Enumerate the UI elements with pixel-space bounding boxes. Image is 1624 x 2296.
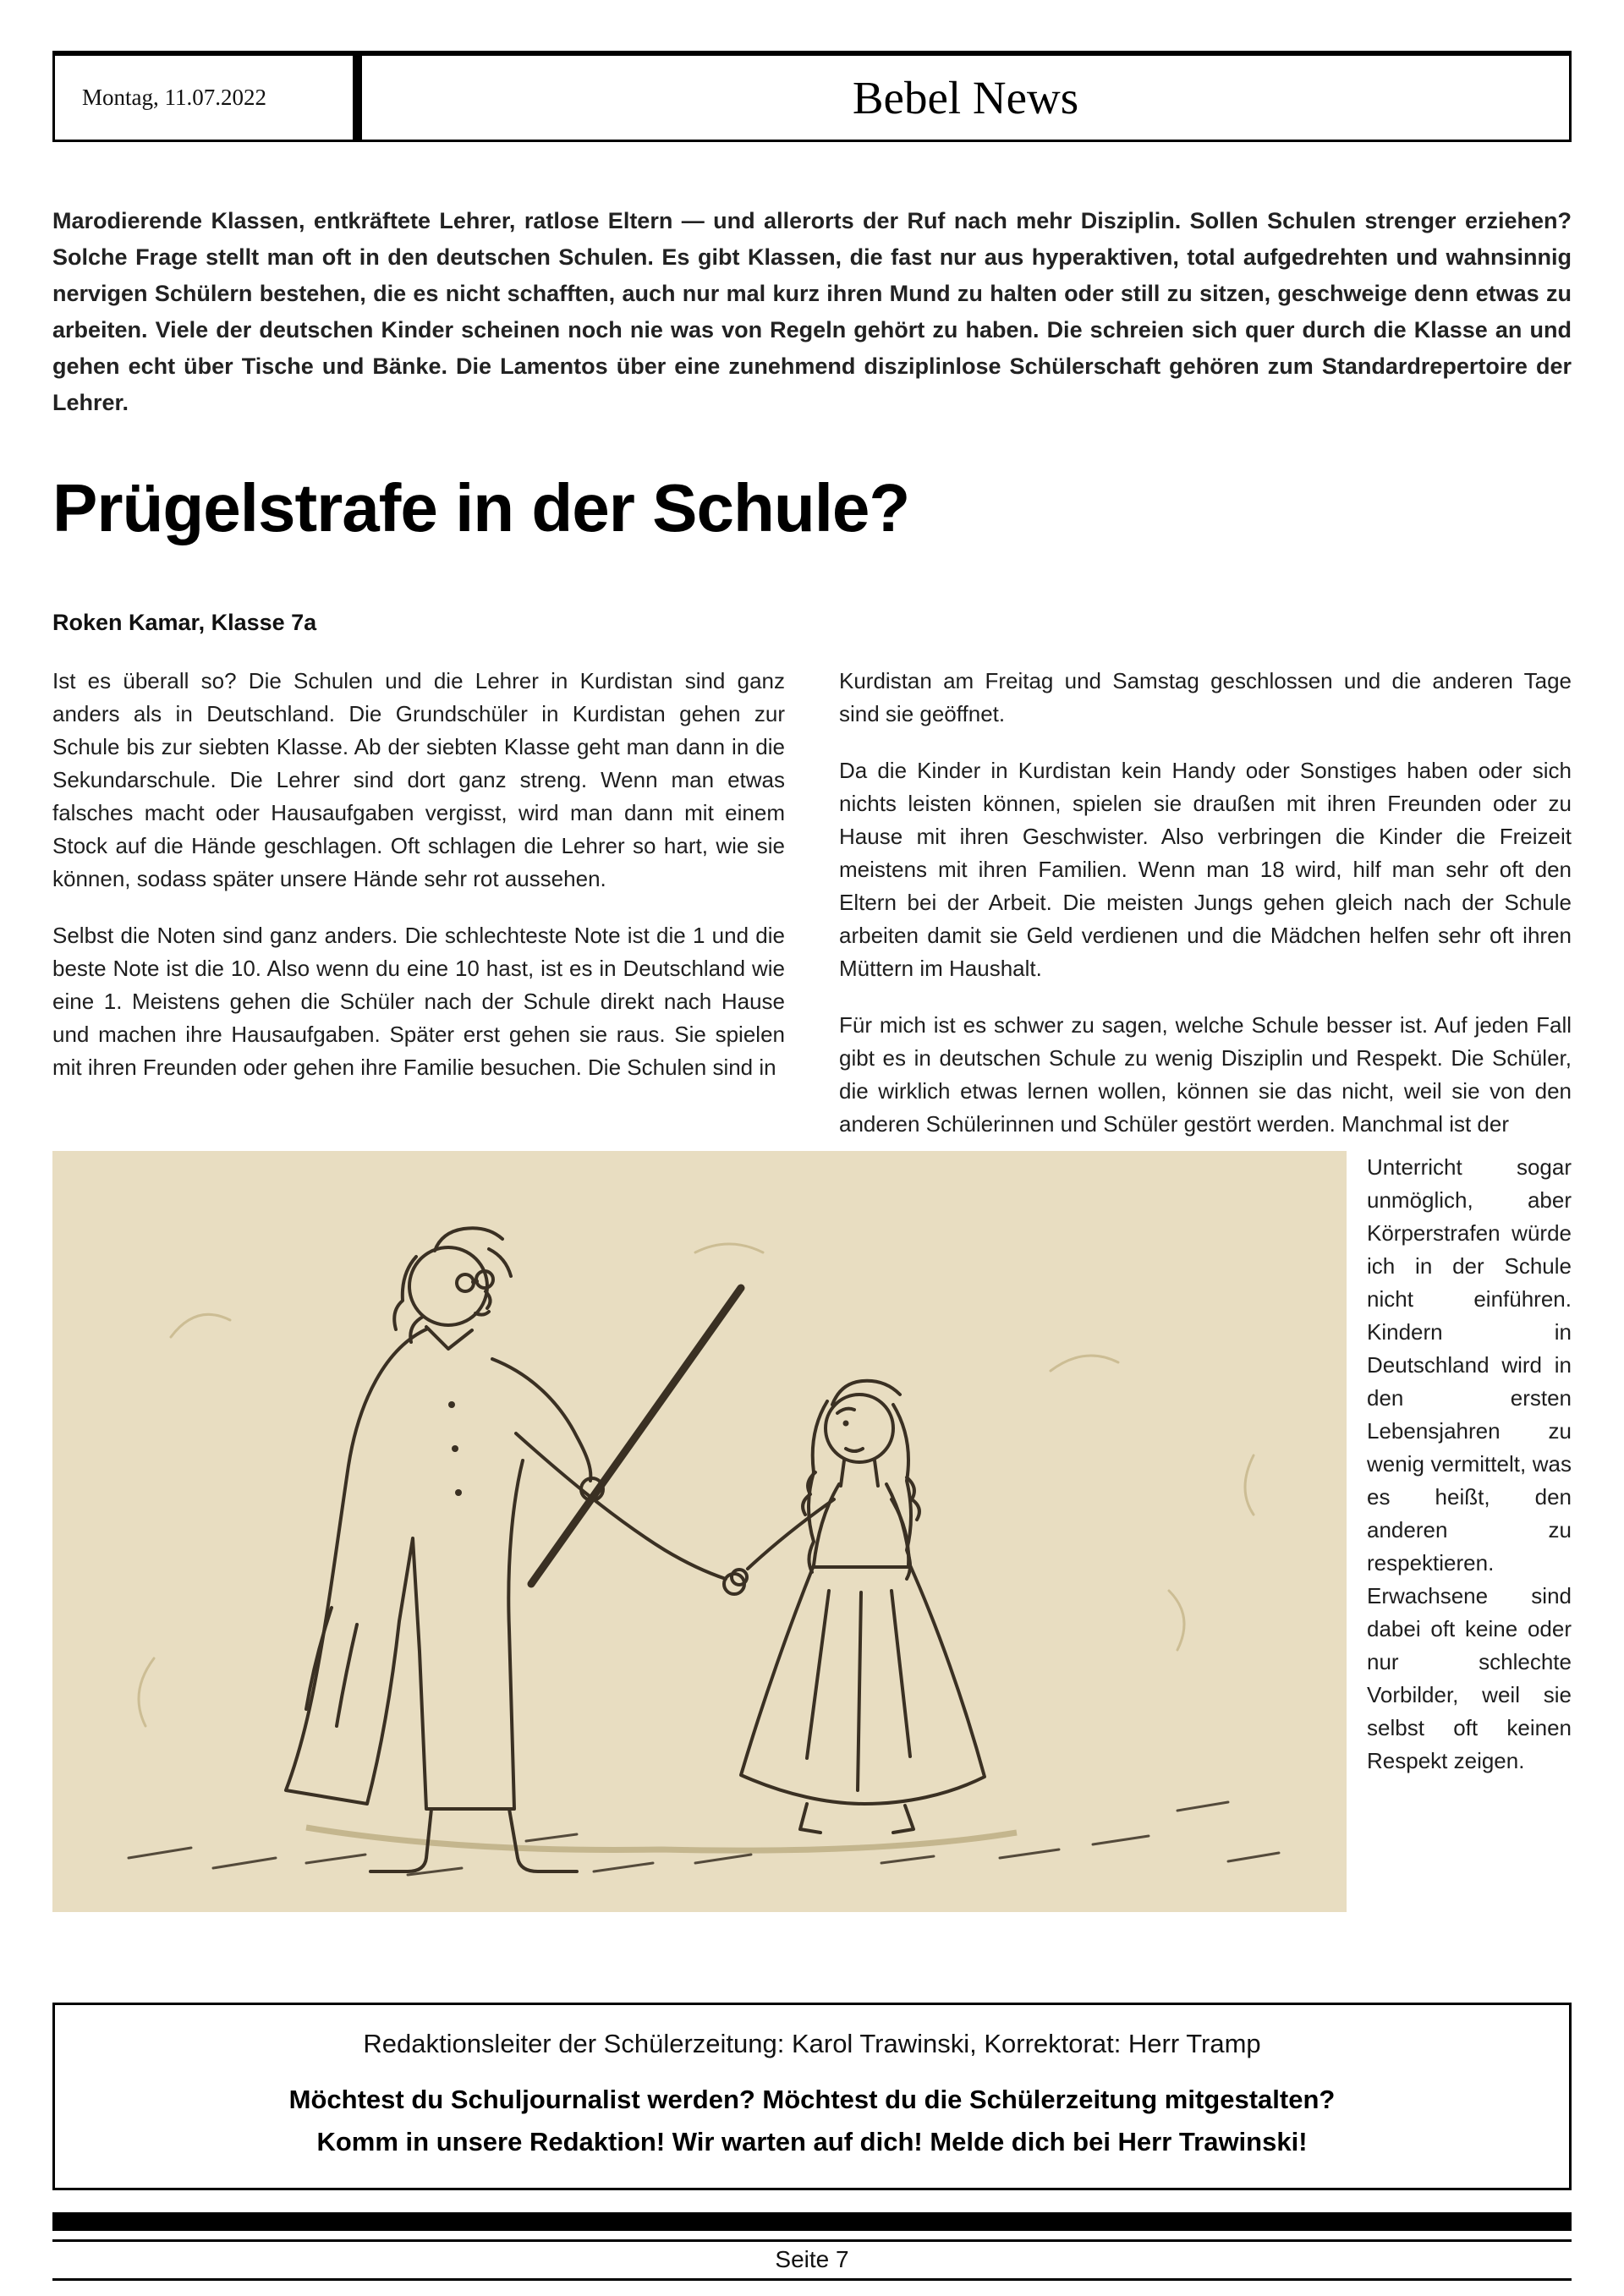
masthead-title: Bebel News <box>852 72 1079 123</box>
illustration-background <box>52 1151 1347 1912</box>
article-paragraph: Für mich ist es schwer zu sagen, welche Schule besser ist. Auf jeden Fall gibt es in deutschen Schule zu wenig Disziplin und Respekt. Die Schüler, die wirklich etwas lernen wollen, können sie das nicht, weil sie von den anderen Schülerinnen und Schüler gestört werden. Manchmal ist der <box>839 1011 1572 1137</box>
date-cell <box>55 56 353 140</box>
footer-gap <box>52 2231 1572 2239</box>
punishment-illustration <box>52 1151 1347 1912</box>
article-columns <box>52 665 1572 1141</box>
editorial-credits: Redaktionsleiter der Schülerzeitung: Karol Trawinski, Korrektorat: Herr Tramp <box>363 2029 1261 2058</box>
byline: Roken Kamar, Klasse 7a <box>52 609 317 635</box>
masthead-divider <box>353 56 362 140</box>
column-right <box>839 665 1572 1141</box>
headline: Prügelstrafe in der Schule? <box>52 470 910 545</box>
article-paragraph: Selbst die Noten sind ganz anders. Die schlechteste Note ist die 1 und die beste Note ist die 10. Also wenn du eine 10 hast, ist es in Deutschland wie eine 1. Meistens gehen die Schüler nach der Schule direkt nach Hause und machen ihre Hausaufgaben. Später erst gehen sie raus. Sie spielen mit ihren Freunden oder gehen ihre Familie besuchen. Die Schulen sind in <box>52 922 785 1080</box>
article-paragraph: Da die Kinder in Kurdistan kein Handy oder Sonstiges haben oder sich nichts leisten können, spielen sie draußen mit ihren Freunden oder zu Hause mit ihren Geschwister. Also verbringen die Kinder die Freizeit meistens mit ihren Familien. Wenn man 18 wird, hilf man sehr oft den Eltern bei der Arbeit. Die meisten Jungs gehen gleich nach der Schule arbeiten damit sie Geld verdienen und die Mädchen helfen sehr oft ihren Müttern im Haushalt. <box>839 757 1572 981</box>
column-left <box>52 665 785 1141</box>
editorial-box <box>52 2003 1572 2190</box>
flex-spacer <box>52 1912 1572 2003</box>
masthead <box>52 51 1572 142</box>
footer-thick-bar <box>52 2212 1572 2231</box>
article-paragraph: Kurdistan am Freitag und Samstag geschlossen und die anderen Tage sind sie geöffnet. <box>839 667 1572 726</box>
image-row <box>52 1151 1572 1912</box>
issue-date: Montag, 11.07.2022 <box>82 85 266 110</box>
editorial-callout-2: Komm in unsere Redaktion! Wir warten auf dich! Melde dich bei Herr Trawinski! <box>316 2127 1308 2156</box>
engraving-illustration <box>52 1151 1347 1912</box>
wrap-column: Unterricht sogar unmöglich, aber Körperstrafen würde ich in der Schule nicht einführen. Kindern in Deutschland wird in den ersten Lebensjahren zu wenig vermittelt, was es heißt, den anderen zu respektieren. Erwachsene sind dabei oft keine oder nur schlechte Vorbilder, weil sie selbst oft keinen Respekt zeigen. <box>1367 1153 1572 1773</box>
page-number: Seite 7 <box>775 2246 849 2272</box>
footer-rule-bottom <box>52 2278 1572 2281</box>
title-cell <box>362 56 1569 140</box>
page-footer <box>52 2212 1572 2281</box>
intro-paragraph: Marodierende Klassen, entkräftete Lehrer, ratlose Eltern — und allerorts der Ruf nach mehr Disziplin. Sollen Schulen strenger erziehen? Solche Frage stellt man oft in den deutschen Schulen. Es gibt Klassen, die fast nur aus hyperaktiven, total aufgedrehten und wahnsinnig nervigen Schülern bestehen, die es nicht schafften, auch nur mal kurz ihren Mund zu halten oder still zu sitzen, geschweige denn etwas zu arbeiten. Viele der deutschen Kinder scheinen noch nie was von Regeln gehört zu haben. Die schreien sich quer durch die Klasse an und gehen echt über Tische und Bänke. Die Lamentos über eine zunehmend disziplinlose Schülerschaft gehören zum Standardrepertoire der Lehrer. <box>52 208 1572 415</box>
article-paragraph: Ist es überall so? Die Schulen und die Lehrer in Kurdistan sind ganz anders als in Deutschland. Die Grundschüler in Kurdistan gehen zur Schule bis zur siebten Klasse. Ab der siebten Klasse geht man dann in die Sekundarschule. Die Lehrer sind dort ganz streng. Wenn man etwas falsches macht oder Hausaufgaben vergisst, wird man dann mit einem Stock auf die Hände geschlagen. Oft schlagen die Lehrer so hart, wie sie können, sodass später unsere Hände sehr rot aussehen. <box>52 667 785 891</box>
editorial-callout-1: Möchtest du Schuljournalist werden? Möchtest du die Schülerzeitung mitgestalten? <box>288 2085 1336 2114</box>
